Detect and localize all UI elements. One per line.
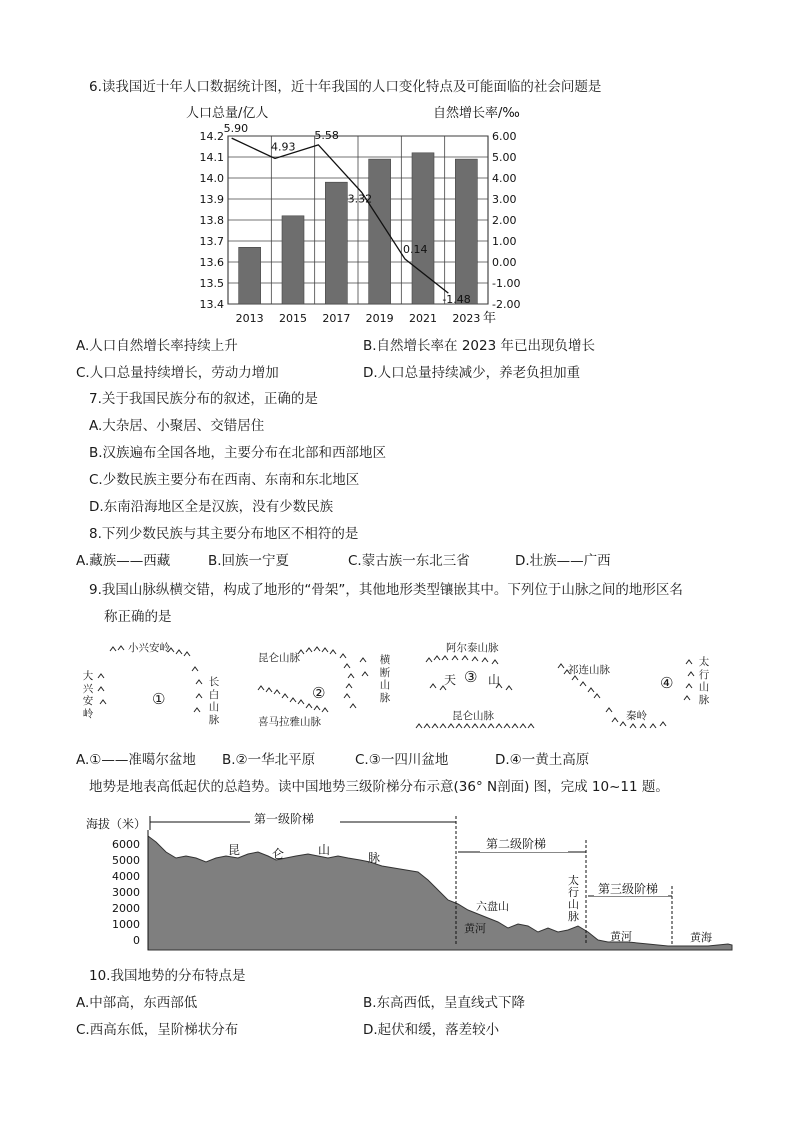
profile-huanghai: 黄海 — [690, 931, 712, 944]
map-2 — [240, 636, 405, 736]
chart-left-tick: 13.4 — [199, 298, 224, 311]
chart-bar — [239, 247, 261, 304]
profile-ytick-5000: 5000 — [112, 854, 140, 867]
map1-top-label: 小兴安岭 — [128, 642, 170, 654]
map2-number: ② — [312, 684, 326, 702]
q9-option-c[interactable]: C.③一四川盆地 — [355, 752, 449, 768]
profile-kunlun-4: 脉 — [368, 851, 381, 865]
chart-right-tick: 1.00 — [492, 235, 517, 248]
profile-step2-label: 第二级阶梯 — [486, 837, 547, 851]
q7-stem: 7.关于我国民族分布的叙述，正确的是 — [89, 391, 318, 407]
map1-left-label: 大兴安岭 — [82, 670, 94, 720]
profile-kunlun-3: 山 — [318, 843, 331, 857]
chart-left-tick: 13.9 — [199, 193, 224, 206]
chart-x-tick: 2015 — [279, 312, 307, 325]
chart-x-tick: 2023 — [452, 312, 481, 325]
chart-right-tick: -1.00 — [492, 277, 521, 290]
q6-stem: 6.读我国近十年人口数据统计图，近十年我国的人口变化特点及可能面临的社会问题是 — [89, 79, 602, 95]
q8-stem: 8.下列少数民族与其主要分布地区不相符的是 — [89, 526, 359, 542]
profile-ylabel: 海拔（米） — [86, 817, 147, 831]
chart-left-tick: 13.8 — [199, 214, 224, 227]
chart-left-tick: 14.0 — [199, 172, 224, 185]
q9-stem-line1: 9.我国山脉纵横交错，构成了地形的“骨架”，其他地形类型镶嵌其中。下列位于山脉之间的地形区名 — [89, 582, 683, 598]
q10-option-d[interactable]: D.起伏和缓，落差较小 — [363, 1022, 500, 1038]
profile-ytick-1000: 1000 — [112, 918, 140, 931]
q7-option-b[interactable]: B.汉族遍布全国各地，主要分布在北部和西部地区 — [89, 445, 387, 461]
map3-bottom-label: 昆仑山脉 — [452, 710, 494, 722]
q7-option-a[interactable]: A.大杂居、小聚居、交错居住 — [89, 418, 265, 434]
q7-option-d[interactable]: D.东南沿海地区全是汉族，没有少数民族 — [89, 499, 334, 515]
q10-11-intro: 地势是地表高低起伏的总趋势。读中国地势三级阶梯分布示意(36° N剖面) 图，完成 10~11 题。 — [89, 779, 669, 795]
chart-x-tick: 2021 — [409, 312, 437, 325]
map4-bottom-label: 秦岭 — [626, 710, 647, 722]
q7-option-c[interactable]: C.少数民族主要分布在西南、东南和东北地区 — [89, 472, 360, 488]
chart-line-label: 0.14 — [403, 243, 428, 257]
profile-huanghe-2: 黄河 — [610, 930, 632, 943]
q10-option-b[interactable]: B.东高西低，呈直线式下降 — [363, 995, 526, 1011]
chart-line-label: 5.58 — [314, 128, 339, 142]
chart-right-tick: 5.00 — [492, 151, 517, 164]
map4-mountain-symbols — [550, 636, 720, 736]
profile-ytick-2000: 2000 — [112, 902, 140, 915]
map3-mountain-symbols — [412, 636, 542, 736]
chart-left-axis-label: 人口总量/亿人 — [186, 106, 269, 121]
map3-middle-label-1: 天 — [444, 673, 457, 687]
q9-stem-line2: 称正确的是 — [104, 609, 172, 625]
profile-kunlun-2: 仑 — [272, 847, 285, 861]
profile-step3-label: 第三级阶梯 — [598, 882, 659, 896]
q8-option-a[interactable]: A.藏族——西藏 — [76, 553, 171, 569]
q8-option-b[interactable]: B.回族一宁夏 — [208, 553, 290, 569]
chart-bar — [282, 216, 304, 304]
chart-right-tick: 3.00 — [492, 193, 517, 206]
profile-ytick-0: 0 — [133, 934, 140, 947]
chart-right-tick: 2.00 — [492, 214, 517, 227]
q8-option-c[interactable]: C.蒙古族一东北三省 — [348, 553, 470, 569]
map-3 — [412, 636, 542, 736]
q9-option-b[interactable]: B.②一华北平原 — [222, 752, 316, 768]
map2-top-label: 昆仑山脉 — [258, 652, 300, 664]
map2-bottom-label: 喜马拉雅山脉 — [258, 716, 321, 728]
chart-right-tick: 6.00 — [492, 130, 517, 143]
q6-option-c[interactable]: C.人口总量持续增长，劳动力增加 — [76, 365, 279, 381]
map3-middle-label-2: 山 — [488, 673, 501, 687]
profile-liupan-label: 六盘山 — [476, 900, 509, 913]
map2-right-label: 横断山脉 — [379, 654, 391, 704]
profile-ytick-4000: 4000 — [112, 870, 140, 883]
profile-ytick-6000: 6000 — [112, 838, 140, 851]
map3-top-label: 阿尔泰山脉 — [446, 642, 499, 654]
q6-option-d[interactable]: D.人口总量持续减少，养老负担加重 — [363, 365, 581, 381]
chart-left-tick: 13.7 — [199, 235, 224, 248]
chart-left-tick: 14.1 — [199, 151, 224, 164]
chart-bar — [325, 182, 347, 304]
chart-left-tick: 13.6 — [199, 256, 224, 269]
profile-step1-label: 第一级阶梯 — [254, 812, 315, 826]
chart-line-label: -1.48 — [442, 293, 471, 307]
q10-stem: 10.我国地势的分布特点是 — [89, 968, 246, 984]
chart-x-tick: 2017 — [322, 312, 351, 325]
chart-line-label: 4.93 — [271, 140, 296, 154]
q6-option-a[interactable]: A.人口自然增长率持续上升 — [76, 338, 238, 354]
q9-option-d[interactable]: D.④一黄土高原 — [495, 752, 590, 768]
map1-right-label: 长白山脉 — [208, 676, 220, 726]
profile-kunlun-1: 昆 — [228, 843, 241, 857]
q10-option-c[interactable]: C.西高东低，呈阶梯状分布 — [76, 1022, 239, 1038]
map3-number: ③ — [464, 668, 478, 686]
map1-number: ① — [152, 690, 166, 708]
q8-option-d[interactable]: D.壮族——广西 — [515, 553, 611, 569]
chart-right-tick: 0.00 — [492, 256, 517, 269]
map-1 — [80, 636, 230, 736]
q6-option-b[interactable]: B.自然增长率在 2023 年已出现负增长 — [363, 338, 595, 354]
chart-left-tick: 14.2 — [199, 130, 224, 143]
chart-right-tick: 4.00 — [492, 172, 517, 185]
chart-x-tick: 2013 — [235, 312, 264, 325]
profile-huanghe-1: 黄河 — [464, 922, 486, 935]
q10-option-a[interactable]: A.中部高，东西部低 — [76, 995, 198, 1011]
chart-line-label: 3.32 — [347, 192, 373, 206]
map1-mountain-symbols — [80, 636, 230, 736]
chart-right-tick: -2.00 — [492, 298, 521, 311]
chart-left-tick: 13.5 — [199, 277, 224, 290]
q9-option-a[interactable]: A.①——准噶尔盆地 — [76, 752, 196, 768]
population-chart — [170, 100, 521, 330]
map2-mountain-symbols — [240, 636, 405, 736]
chart-x-tick: 2019 — [365, 312, 394, 325]
chart-line-label: 5.90 — [223, 122, 249, 136]
map4-number: ④ — [660, 674, 674, 692]
map4-right-label: 太行山脉 — [698, 656, 710, 706]
map4-top-label: 祁连山脉 — [568, 664, 610, 676]
chart-x-unit: 年 — [483, 311, 497, 326]
chart-bar — [412, 153, 434, 304]
profile-taihang-label: 太行山脉 — [568, 874, 579, 923]
chart-bar — [455, 159, 477, 304]
chart-right-axis-label: 自然增长率/‰ — [433, 106, 520, 121]
terrain-profile-diagram — [76, 800, 736, 960]
map-4 — [550, 636, 720, 736]
profile-ytick-3000: 3000 — [112, 886, 140, 899]
